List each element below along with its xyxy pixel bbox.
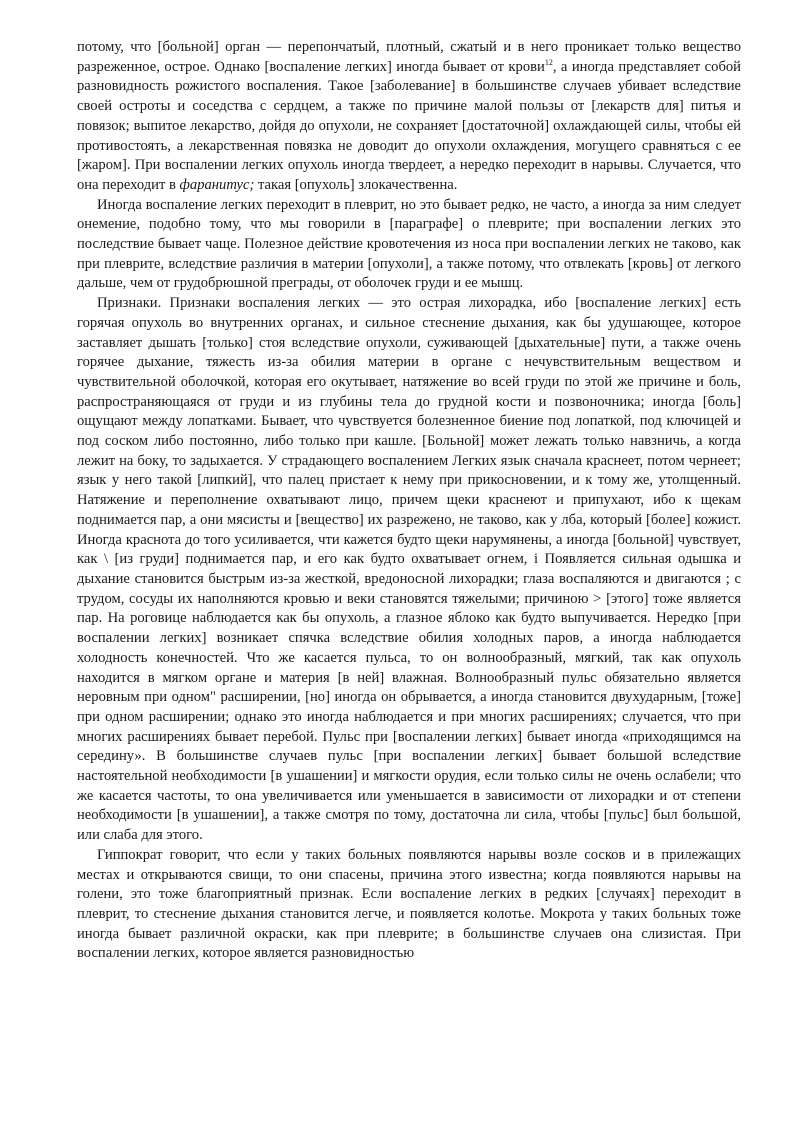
text-run: , а иногда представляет собой разновидность рожистого воспаления. Такое [заболевание] в большинстве случаев убивает вследствие своей остроты и соседства с сердцем, а также по причине малой пользы от [лекарств для] питья и повязок; выпитое лекарство, дойдя до опухоли, не сохраняет [достаточной] охлаждающей силы, чтобы ей противостоять, а лекарственная повязка не доводит до опухоли охлаждения, могущего сравняться с ее [жаром]. При воспалении легких опухоль иногда твердеет, а нередко переходит в нарывы. Случается, что она переходит в	[77, 58, 741, 193]
document-page	[77, 38, 741, 964]
paragraph-3	[77, 294, 741, 846]
text-run: Признаки. Признаки воспаления легких — это острая лихорадка, ибо [воспаление легких] есть горячая опухоль во внутренних органах, и сильное стеснение дыхания, как бы удушающее, которое заставляет дышать [только] стоя вследствие опухоли, суживающей [дыхательные] пути, а также очень горячее дыхание, тяжесть из-за обилия материи в органе с нечувствительным веществом и чувствительной оболочкой, которая его окутывает, натяжение во всей груди по этой же причине и боль, распространяющаяся от груди и из глубины тела до грудной кости и позвоночника; иногда [боль] ощущают между лопатками. Бывает, что чувствуется болезненное биение под лопаткой, под ключицей и под соском либо постоянно, либо только при кашле. [Больной] может лежать только навзничь, а когда лежит на боку, то задыхается. У страдающего воспалением Легких язык сначала краснеет, потом чернеет; язык у него такой [липкий], что палец пристает к нему при прикосновении, и к тому же, утолщенный. Натяжение и переполнение охватывают лицо, причем щеки краснеют и припухают, ибо к щекам поднимается пар, а они мясисты и [вещество] их разрежено, не таково, как у лба, который [более] кожист. Иногда краснота до того усиливается, чти кажется будто щеки нарумянены, а иногда [больной] чувствует, как \ [из груди] поднимается пар, и его как будто охватывает огнем, i Появляется сильная одышка и дыхание становится быстрым из-за жесткой, вредоносной лихорадки; глаза воспаляются и двигаются ; с трудом, сосуды их наполняются кровью и веки становятся тяжелыми; причиною > [этого] тоже является пар. На роговице наблюдается как бы опухоль, а глазное яблоко как будто выпучивается. Нередко [при воспалении легких] возникает спячка вследствие обилия холодных паров, а иногда наблюдается холодность конечностей. Что же касается пульса, то он волнообразный, мягкий, так как опухоль находится в мягком органе и материя [в ней] влажная. Волнообразный пульс обязательно является неровным при одном" расширении, [но] иногда он обрывается, а иногда становится двухударным, [тоже] при одном расширении; однако это иногда наблюдается и при многих расширениях; случается, что при многих расширениях бывает перебой. Пульс при [воспалении легких] бывает иногда «приходящимся на середину». В большинстве случаев пульс [при воспалении легких] бывает большой вследствие настоятельной необходимости [в ушашении] и мягкости орудия, если только силы не очень ослабели; что же касается частоты, то она увеличивается или уменьшается в зависимости от лихорадки и от степени необходимости [в ушашении], а также смотря по тому, достаточна ли сила, чтобы [пульс] был большой, или слаба для этого.	[77, 295, 741, 844]
text-run: Иногда воспаление легких переходит в плеврит, но это бывает редко, не часто, а иногда за ним следует онемение, подобно тому, что мы говорили в [параграфе] о плеврите; при воспалении легких это последствие бывает чаще. Полезное действие кровотечения из носа при воспалении легких не таково, как при плеврите, вследствие различия в материи [опухоли], а также потому, что отвлекать [кровь] от легкого дальше, чем от грудобрюшной преграды, от оболочек груди и ее мышц.	[77, 196, 741, 292]
italic-term: фаранитус;	[179, 176, 255, 193]
text-run: Гиппократ говорит, что если у таких больных появляются нарывы возле сосков и в прилежащих местах и открываются свищи, то они спасены, причина этого известна; когда появляются нарывы на голени, это тоже благоприятный признак. Если воспаление легких в редких [случаях] переходит в плеврит, то стеснение дыхания становится легче, и появляется колотье. Мокрота у таких больных тоже иногда бывает различной окраски, как при плеврите; в большинстве случаев она слизистая. При воспалении легких, которое является разновидностью	[77, 846, 741, 962]
text-run: такая [опухоль] злокачественна.	[254, 176, 458, 193]
footnote-reference: 12	[544, 57, 553, 67]
text-run: потому, что [больной] орган — перепончатый, плотный, сжатый и в него проникает только вещество разреженное, острое. Однако [воспаление легких] иногда бывает от крови	[77, 39, 741, 75]
paragraph-4	[77, 846, 741, 964]
paragraph-1	[77, 38, 741, 196]
paragraph-2	[77, 196, 741, 295]
